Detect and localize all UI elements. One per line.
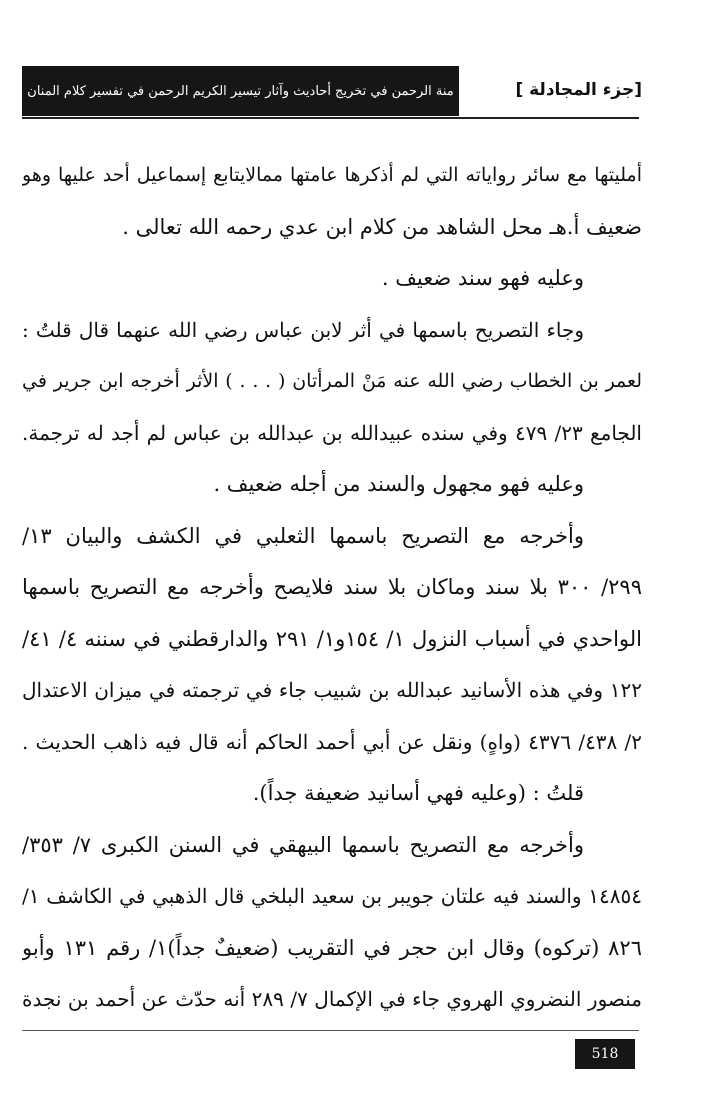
text-line: ٢/ ٤٣٨/ ٤٣٧٦ (واهٍ) ونقل عن أبي أحمد الحاكم أنه قال فيه ذاهب الحديث . bbox=[22, 729, 642, 754]
text-line: ٢٩٩/ ٣٠٠ بلا سند وماكان بلا سند فلايصح وأخرجه مع التصريح باسمها bbox=[22, 575, 642, 599]
text-line: أمليتها مع سائر رواياته التي لم أذكرها عامتها ممالايتابع إسماعيل أحد عليها وهو bbox=[22, 164, 642, 186]
text-line: وعليه فهو سند ضعيف . bbox=[381, 266, 584, 290]
part-label: [جزء المجادلة ] bbox=[515, 80, 642, 100]
text-line: ٨٢٦ (تركوه) وقال ابن حجر في التقريب (ضعيفٌ جداً)١/ رقم ١٣١ وأبو bbox=[22, 935, 642, 960]
text-line: ١٢٢ وفي هذه الأسانيد عبدالله بن شبيب جاء في ترجمته في ميزان الاعتدال bbox=[22, 678, 642, 702]
text-line: منصور النضروي الهروي جاء في الإكمال ٧/ ٢٨٩ أنه حدّث عن أحمد بن نجدة bbox=[22, 987, 642, 1011]
footer-divider bbox=[22, 1030, 639, 1031]
text-line: الجامع ٢٣/ ٤٧٩ وفي سنده عبيدالله بن عبدالله بن عباس لم أجد له ترجمة. bbox=[22, 420, 642, 445]
text-line: ١٤٨٥٤ والسند فيه علتان جويبر بن سعيد البلخي قال الذهبي في الكاشف ١/ bbox=[22, 884, 642, 908]
header-divider bbox=[22, 117, 639, 119]
text-line: الواحدي في أسباب النزول ١/ ١٥٤و١/ ٢٩١ والدارقطني في سننه ٤/ ٤١/ bbox=[22, 626, 642, 651]
page-number-box bbox=[575, 1039, 635, 1069]
text-line: قلتُ : (وعليه فهي أسانيد ضعيفة جداً). bbox=[252, 781, 584, 805]
text-line: وجاء التصريح باسمها في أثر لابن عباس رضي الله عنهما قال قلتُ : bbox=[22, 317, 584, 342]
page-number: 518 bbox=[591, 1046, 619, 1062]
book-title: منة الرحمن في تخريج أحاديث وآثار تيسير الكريم الرحمن في تفسير كلام المنان bbox=[27, 83, 454, 99]
text-line: لعمر بن الخطاب رضي الله عنه مَنْ المرأتان ( . . . ) الأثر أخرجه ابن جرير في bbox=[22, 370, 642, 392]
text-line: وأخرجه مع التصريح باسمها الثعلبي في الكشف والبيان ١٣/ bbox=[22, 523, 584, 548]
text-line: وأخرجه مع التصريح باسمها البيهقي في السنن الكبرى ٧/ ٣٥٣/ bbox=[22, 832, 584, 857]
body-text bbox=[22, 150, 642, 1026]
text-line: وعليه فهو مجهول والسند من أجله ضعيف . bbox=[213, 472, 584, 496]
running-header-title bbox=[22, 66, 459, 116]
text-line: ضعيف أ.هـ محل الشاهد من كلام ابن عدي رحمه الله تعالى . bbox=[122, 214, 642, 239]
